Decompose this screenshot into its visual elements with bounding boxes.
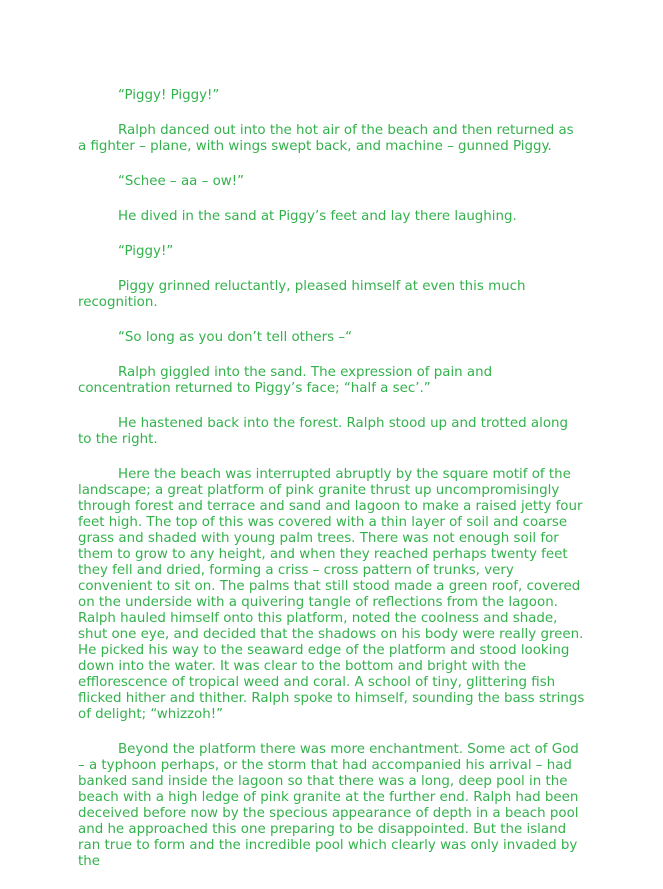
document-page xyxy=(78,88,585,889)
paragraph: Piggy grinned reluctantly, pleased himself at even this much recognition. xyxy=(78,279,526,310)
paragraph: Ralph danced out into the hot air of the beach and then returned as a fighter – plane, with wings swept back, and machine – gunned Piggy. xyxy=(78,123,574,154)
paragraph: “Schee – aa – ow!” xyxy=(118,174,245,189)
paragraph: “Piggy! Piggy!” xyxy=(118,88,220,103)
paragraph: He dived in the sand at Piggy’s feet and lay there laughing. xyxy=(118,209,517,224)
paragraph: Beyond the platform there was more enchantment. Some act of God – a typhoon perhaps, or the storm that had accompanied his arrival – had banked sand inside the lagoon so that there was a long, deep pool in the beach with a high ledge of pink granite at the further end. Ralph had been deceived before now by the specious appearance of depth in a beach pool and he approached this one preparing to be disappointed. But the island ran true to form and the incredible pool which clearly was only invaded by the xyxy=(78,742,579,869)
paragraph: “So long as you don’t tell others –“ xyxy=(118,330,353,345)
paragraph: He hastened back into the forest. Ralph stood up and trotted along to the right. xyxy=(78,416,569,447)
paragraph: “Piggy!” xyxy=(118,244,174,259)
paragraph: Ralph giggled into the sand. The expression of pain and concentration returned to Piggy’s face; “half a sec’.” xyxy=(78,365,493,396)
paragraph: Here the beach was interrupted abruptly by the square motif of the landscape; a great platform of pink granite thrust up uncompromisingly through forest and terrace and sand and lagoon to make a raised jetty four feet high. The top of this was covered with a thin layer of soil and coarse grass and shaded with young palm trees. There was not enough soil for them to grow to any height, and when they reached perhaps twenty feet they fell and dried, forming a criss – cross pattern of trunks, very convenient to sit on. The palms that still stood made a green roof, covered on the underside with a quivering tangle of reflections from the lagoon. Ralph hauled himself onto this platform, noted the coolness and shade, shut one eye, and decided that the shadows on his body were really green. He picked his way to the seaward edge of the platform and stood looking down into the water. It was clear to the bottom and bright with the efflorescence of tropical weed and coral. A school of tiny, glittering fish flicked hither and thither. Ralph spoke to himself, sounding the bass strings of delight; “whizzoh!” xyxy=(78,467,585,722)
